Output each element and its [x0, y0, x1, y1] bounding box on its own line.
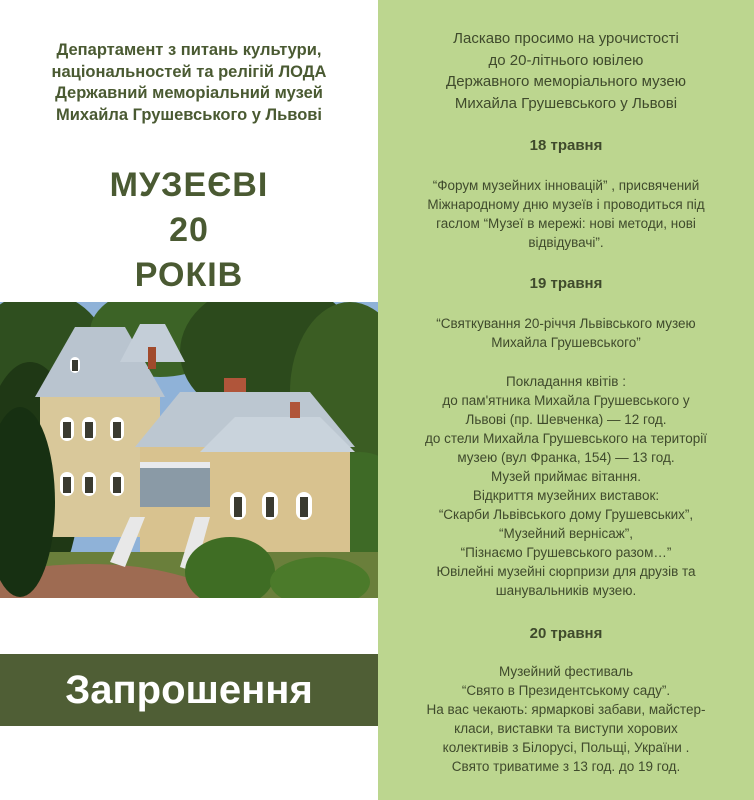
day2-detail-line: Музей приймає вітання. [491, 469, 641, 484]
anniversary-line: МУЗЕЄВІ [109, 166, 269, 204]
org-line: Департамент з питань культури, [56, 41, 322, 59]
day1-line: гаслом “Музеї в мережі: нові методи, нові [436, 216, 696, 231]
anniversary-title [0, 163, 378, 298]
welcome-line: Михайла Грушевського у Львові [454, 94, 678, 112]
day2-detail-line: Відкриття музейних виставок: [472, 488, 660, 503]
museum-building-illustration [0, 302, 378, 598]
org-line: Михайла Грушевського у Львові [55, 105, 323, 124]
welcome-line: до 20-літнього ювілею [488, 51, 644, 69]
day1-date: 18 травня [529, 137, 603, 154]
day3-date: 20 травня [529, 625, 603, 642]
organization-header [0, 40, 378, 126]
program-panel [378, 0, 754, 800]
day3-line: колективів з Білорусі, Польщі, України . [442, 740, 690, 755]
welcome-line: Ласкаво просимо на урочистості [453, 30, 679, 47]
day2-detail-line: до стели Михайла Грушевського на території [424, 431, 708, 446]
day2-detail-line: до пам'ятника Михайла Грушевського у [442, 393, 690, 408]
day3-line: Свято триватиме з 13 год. до 19 год. [451, 759, 681, 774]
day2-date: 19 травня [529, 275, 603, 292]
anniversary-line: РОКІВ [134, 256, 244, 294]
org-line: національностей та релігій ЛОДА [51, 62, 327, 81]
day2-detail-line: “Музейний вернісаж”, [498, 526, 634, 541]
day2-detail-line: “Скарби Львівського дому Грушевських”, [438, 507, 694, 522]
day2-title-line: “Святкування 20-річчя Львівського музею [436, 316, 696, 331]
day2-detail-line: музею (вул Франка, 154) — 13 год. [457, 450, 675, 465]
day2-detail-line: шанувальників музею. [495, 583, 637, 598]
org-line: Державний меморіальний музей [55, 84, 323, 102]
day3-description [386, 662, 746, 776]
day1-line: “Форум музейних інновацій” , присвячений [432, 178, 700, 193]
day1-line: відвідувачі”. [528, 235, 604, 250]
invitation-label: Запрошення [65, 668, 313, 712]
museum-photo [0, 302, 378, 598]
day2-detail-line: Ювілейні музейні сюрпризи для друзів та [436, 564, 696, 579]
welcome-line: Державного меморіального музею [446, 73, 686, 90]
day3-line: На вас чекають: ярмаркові забави, майстер- [426, 702, 706, 717]
day2-detail-line: Покладання квітів : [506, 374, 626, 389]
day2-title-line: Михайла Грушевського” [491, 335, 641, 350]
day2-detail-line: Львові (пр. Шевченка) — 12 год. [465, 412, 667, 427]
day3-line: “Свято в Президентському саду”. [461, 683, 671, 698]
day3-line: класи, виставки та виступи хорових [454, 721, 678, 736]
day3-line: Музейний фестиваль [498, 664, 634, 679]
day2-title [386, 314, 746, 352]
welcome-text [386, 28, 746, 114]
day1-description [386, 176, 746, 252]
day2-details [386, 372, 746, 600]
day2-detail-line: “Пізнаємо Грушевського разом…” [460, 545, 672, 560]
invitation-banner [0, 654, 378, 726]
day1-line: Міжнародному дню музеїв і проводиться під [427, 197, 705, 212]
anniversary-line: 20 [169, 211, 209, 249]
